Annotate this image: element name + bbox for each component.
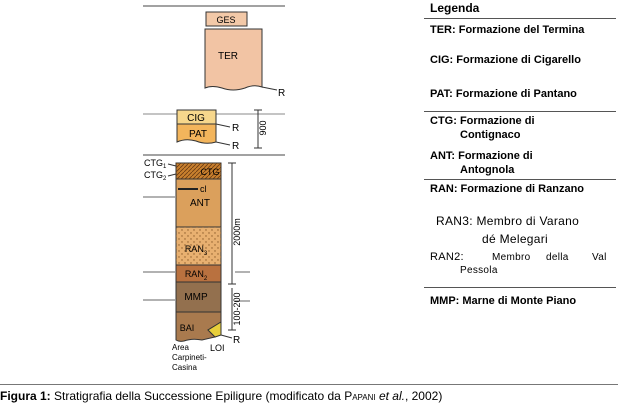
legend-divider bbox=[424, 179, 616, 180]
thickness-900: 900 bbox=[258, 120, 268, 136]
area-label-1: Area bbox=[172, 343, 189, 352]
caption-divider bbox=[0, 384, 618, 385]
cl-label: cl bbox=[200, 184, 207, 194]
ctg2-label: $CTG_2$ bbox=[144, 170, 167, 182]
legend-ran3-cont: dé Melegari bbox=[482, 232, 549, 246]
ctg-leader bbox=[168, 174, 176, 176]
legend-ant: ANT: Formazione di bbox=[430, 150, 533, 162]
legend-title: Legenda bbox=[430, 1, 480, 15]
legend-ctg: CTG: Formazione di bbox=[430, 115, 535, 127]
ant-label: ANT bbox=[190, 198, 210, 209]
area-label-3: Casina bbox=[172, 363, 197, 372]
legend-divider bbox=[424, 287, 616, 288]
caption-label: Figura 1: bbox=[0, 389, 51, 403]
ran3-label: $RAN_3$ bbox=[184, 244, 208, 257]
r-tick bbox=[216, 142, 230, 145]
r-label: R bbox=[232, 123, 240, 134]
caption-author: Papani bbox=[344, 389, 376, 403]
r-label: R bbox=[278, 88, 286, 99]
legend-cig: CIG: Formazione di Cigarello bbox=[430, 54, 581, 66]
legend-ran2-cont: Pessola bbox=[460, 265, 498, 276]
ges-label: GES bbox=[216, 15, 236, 25]
legend-pat: PAT: Formazione di Pantano bbox=[430, 88, 577, 100]
legend-ter: TER: Formazione del Termina bbox=[430, 24, 585, 36]
legend-divider bbox=[424, 111, 616, 112]
r-label: R bbox=[232, 141, 240, 152]
area-label-2: Carpineti- bbox=[172, 353, 207, 362]
r-tick bbox=[262, 87, 277, 90]
legend-ran2-word3: Val bbox=[592, 252, 607, 263]
legend-ran2-word2: della bbox=[546, 252, 569, 263]
caption-year: , 2002) bbox=[404, 389, 443, 403]
ctg-leader bbox=[168, 164, 176, 166]
ter-label: TER bbox=[218, 51, 238, 62]
ctg-label: CTG bbox=[200, 167, 220, 177]
legend-mmp: MMP: Marne di Monte Piano bbox=[430, 295, 577, 307]
ctg1-label: $CTG_1$ bbox=[144, 158, 167, 170]
legend-ran2-code: RAN2: bbox=[430, 251, 464, 263]
ran2-label: $RAN_2$ bbox=[184, 269, 208, 282]
bai-label: BAI bbox=[179, 323, 195, 333]
legend-ran3: RAN3: Membro di Varano bbox=[436, 214, 580, 228]
caption-etal: et al. bbox=[378, 389, 405, 403]
figure-caption bbox=[0, 389, 618, 403]
legend-divider bbox=[424, 18, 616, 19]
cig-label: CIG bbox=[187, 113, 205, 124]
legend-ctg-cont: Contignaco bbox=[460, 129, 521, 141]
caption-text: Stratigrafia della Successione Epiligure (modificato da bbox=[54, 389, 341, 403]
r-tick bbox=[221, 335, 232, 338]
mmp-label: MMP bbox=[184, 292, 208, 303]
legend-ran: RAN: Formazione di Ranzano bbox=[430, 183, 585, 195]
legend-ant-cont: Antognola bbox=[460, 164, 515, 176]
r-label: R bbox=[233, 335, 241, 346]
loi-label: LOI bbox=[210, 343, 225, 353]
thickness-100-200: 100-200 bbox=[232, 292, 242, 326]
thickness-2000: 2000m bbox=[232, 218, 242, 246]
r-tick bbox=[216, 124, 230, 127]
legend-ran2-word1: Membro bbox=[492, 252, 531, 263]
pat-label: PAT bbox=[189, 129, 207, 140]
